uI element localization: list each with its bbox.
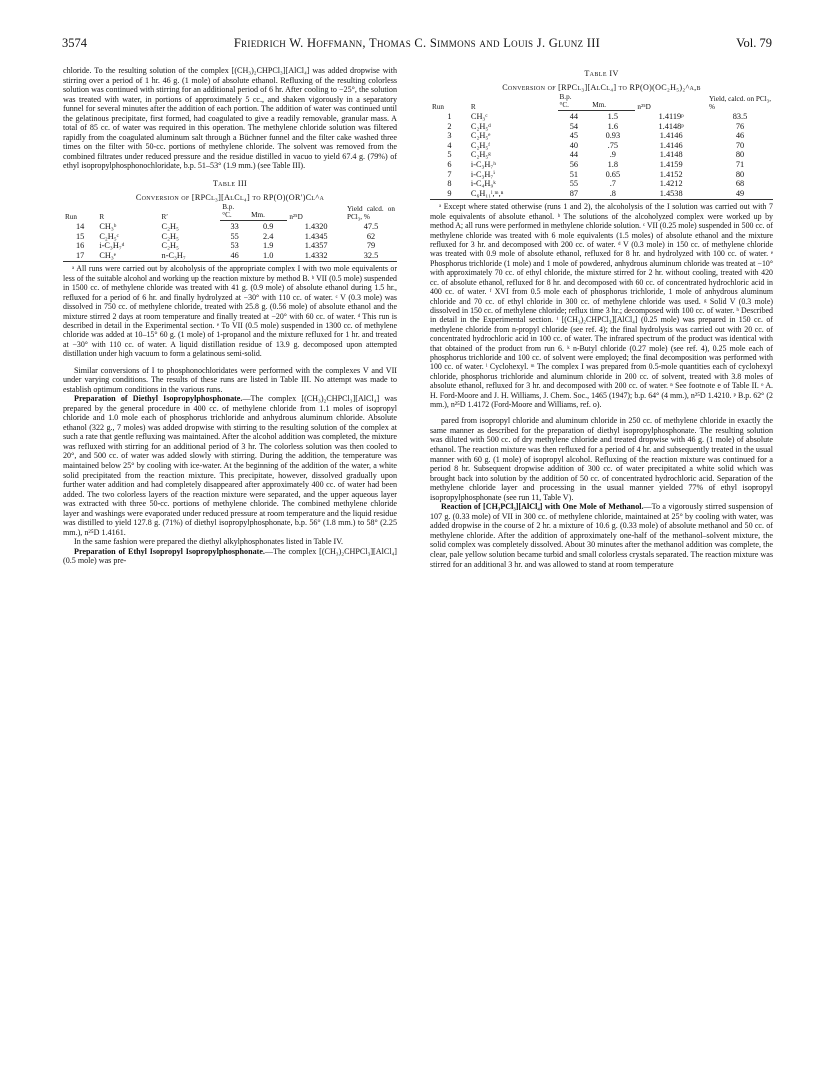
table-row <box>430 131 773 141</box>
table-caption: Conversion of [RPCl₃][AlCl₄] to RP(O)(OC₂H₅)₂^a,b <box>502 82 701 92</box>
paragraph: Similar conversions of I to phosphonochloridates were performed with the complexes V and VII under varying conditions. The results of these runs are listed in Table III. No attempt was made to establish optimum conditions in the various runs. <box>63 365 397 394</box>
cell: 7 <box>447 169 452 179</box>
table-iii <box>63 179 397 359</box>
cell: CH₃ᵇ <box>99 221 117 231</box>
section-paragraph <box>430 502 773 569</box>
col-yield: Yield, calcd. on PCl₃, % <box>709 94 771 111</box>
table-row <box>63 241 397 251</box>
table-title: Table III <box>212 179 248 189</box>
cell: 87 <box>558 189 591 200</box>
cell: 6 <box>447 160 452 170</box>
cell: 1 <box>447 111 452 121</box>
cell: i-C₄H₉ᵏ <box>470 179 496 189</box>
cell: 46 <box>735 131 745 141</box>
cell: 1.4148 <box>659 150 683 160</box>
col-r: R <box>470 102 476 111</box>
table-row <box>430 122 773 132</box>
cell: 33 <box>230 222 239 232</box>
col-bp: B.p. <box>222 203 235 212</box>
cell: 40 <box>569 140 579 150</box>
cell: 1.5 <box>607 112 619 122</box>
section-heading: Reaction of [CH₃PCl₃][AlCl₄] with One Mole of Methanol. <box>441 502 644 512</box>
data-table <box>430 93 773 200</box>
col-temp: °C. <box>220 211 249 221</box>
cell: 4 <box>447 140 452 150</box>
cell: 32.5 <box>345 251 397 262</box>
col-run: Run <box>65 212 77 221</box>
cell: n-C₃H₇ <box>160 251 221 262</box>
cell: 1.4357 <box>304 241 328 251</box>
section-heading: Preparation of Ethyl Isopropyl Isopropylphosphonate. <box>74 546 265 556</box>
cell: .75 <box>607 140 619 150</box>
col-mm: Mm. <box>249 211 287 221</box>
cell: 49 <box>707 189 773 200</box>
cell: 1.4212 <box>659 179 683 189</box>
page-number: 3574 <box>62 36 87 50</box>
cell: 53 <box>230 241 239 251</box>
cell: 1.0 <box>249 251 287 262</box>
cell: .9 <box>609 150 616 160</box>
col-r: R <box>99 212 105 221</box>
cell: 14 <box>76 221 85 231</box>
cell: 76 <box>735 121 745 131</box>
cell: 45 <box>569 131 579 141</box>
cell: 44 <box>569 112 579 122</box>
section-text: —To a vigorously stirred suspension of 107 g. (0.33 mole) of VII in 300 cc. of methylene chloride, maintained at 25° by cooling with water, was added dropwise in the course of 2 hr. a mixture of 10.6 g. (0.33 mole) of absolute methanol and 50 cc. of methylene chloride. After the addition of approximately one-half of the methanol–solvent mixture, the solid complex was completely dissolved. About 30 minutes after the methanol addition was complete, the clear, pale yellow solution became turbid and small colorless crystals separated. The reaction mixture was stirred for an additional 3 hr. and was allowed to stand at room temperature <box>430 502 773 569</box>
left-column <box>63 66 397 566</box>
cell: 80 <box>735 169 745 179</box>
cell: 47.5 <box>363 221 379 231</box>
section-text: —The complex [(CH₃)₂CHPCl₃][AlCl₄] was prepared by the general procedure in 400 cc. of methylene chloride from 1.1 moles of isopropyl chloride and 1.0 mole each of phosphorus trichloride and anhydrous aluminum chloride. Absolute ethanol (322 g., 7 moles) was added dropwise with stirring to the resulting solution of the complex at such a rate that gentle refluxing was maintained. After the alcohol addition was completed, the mixture was refluxed with stirring for an additional period of 3 hr. The colorless solution was then cooled to 20°, and 500 cc. of water was added slowly with stirring. During the addition, the temperature was maintained below 25° by cooling with ice-water. At the beginning of the addition of the water, a white solid precipitated from the reaction mixture. This precipitate, however, dissolved gradually upon further water addition and had completely disappeared after approximately 400 cc. of water had been added. The two colorless layers of the reaction mixture were separated, and the upper aqueous layer was extracted with three 50-cc. portions of methylene chloride. The combined methylene chloride layer and washings were evaporated under reduced pressure at room temperature and the liquid residue was distilled to yield 127.8 g. (71%) of diethyl isopropylphosphonate, b.p. 56° (1.8 mm.) to 58° (2.25 mm.), n²⁵D 1.4161. <box>63 394 398 537</box>
cell: CH₃ᵉ <box>97 251 159 262</box>
table-row <box>430 150 773 160</box>
cell: 2.4 <box>263 231 274 241</box>
cell: 17 <box>63 251 97 262</box>
cell: CH₃ᶜ <box>470 111 488 121</box>
table-iv <box>430 69 773 409</box>
cell: C₂H₅ᵍ <box>470 150 491 160</box>
table-footnotes: ᵃ Except where stated otherwise (runs 1 and 2), the alcoholysis of the I solution was carried out with 7 mole equivalents of absolute ethanol. ᵇ The solutions of the alcoholyzed complex were worked up by method A; all runs were performed in methylene chloride solution. ᶜ VII (0.25 mole) suspended in 500 cc. of methylene chloride was treated with 6 mole equivalents (1.5 moles) of absolute ethanol and the mixture refluxed for 3 hr. and decomposed with 200 cc. of water. ᵈ V (0.3 mole) in 150 cc. of methylene chloride was treated with 0.9 mole of absolute ethanol, refluxed for 8 hr. and hydrolyzed with 100 cc. of water. ᵉ Phosphorus trichloride (1 mole) and 1 mole of powdered, anhydrous aluminum chloride was treated at −10° with approximately 70 cc. of ethyl chloride, the mixture stirred for 2 hr. without cooling, treated with 420 cc. of absolute ethanol, refluxed for 8 hr. and decomposed with 60 cc. of concentrated hydrochloric acid in 400 cc. of water. ᶠ XVI from 0.5 mole each of phosphorus trichloride, 1 mole of anhydrous aluminum chloride and 70 cc. of ethyl chloride in 300 cc. of methylene chloride was used. ᵍ Solid V (0.3 mole) dissolved in 150 cc. of methylene chloride; reflux time 3 hr.; decomposed with 100 cc. of water. ʰ Described in detail in the Experimental section. ⁱ [(CH₃)₂CHPCl₃][AlCl₄] (0.25 mole) was prepared in 150 cc. of methylene chloride from n-propyl chloride (see ref. 4); the final hydrolysis was carried out with 20 cc. of concentrated hydrochloric acid in 100 cc. of water. The infrared spectrum of the product was identical with that obtained of the product from run 6. ᵏ n-Butyl chloride (0.27 mole) (see ref. 4), 0.25 mole each of phosphorus trichloride and 100 cc. of solvent were employed; the final decomposition was performed with 100 cc. of water. ˡ Cyclohexyl. ᵐ The complex I was prepared from 0.5-mole quantities each of cyclohexyl chloride, phosphorus trichloride and aluminum chloride in 200 cc. of solvent, treated with 3.8 moles of absolute ethanol, refluxed for 3 hr. and decomposed with 200 cc. of water. ⁿ See footnote e of Table II. ᵒ A. H. Ford-Moore and J. H. Williams, J. Chem. Soc., 1465 (1947); b.p. 64° (4 mm.), n²⁵D 1.4210. ᵖ B.p. 62° (2 mm.), n²⁵D 1.4172 (Ford-Moore and Williams, ref. o). <box>430 202 773 409</box>
cell: 2 <box>447 121 452 131</box>
cell: 79 <box>366 241 376 251</box>
cell: 54 <box>569 121 579 131</box>
volume-number: Vol. 79 <box>736 36 772 50</box>
cell: 68 <box>735 179 745 189</box>
cell: .8 <box>590 189 635 200</box>
table-row <box>430 160 773 170</box>
col-rprime: R′ <box>161 212 168 221</box>
cell: C₂H₅ᶜ <box>99 231 119 241</box>
table-row <box>430 179 773 189</box>
running-authors: Friedrich W. Hoffmann, Thomas C. Simmons and Louis J. Glunz III <box>233 36 601 50</box>
cell: 46 <box>220 251 249 262</box>
cell: 1.4146 <box>659 131 683 141</box>
cell: 1.4332 <box>287 251 345 262</box>
cell: C₂H₅ᶠ <box>470 140 490 150</box>
col-bp: B.p. <box>559 93 572 102</box>
cell: 62 <box>366 231 376 241</box>
cell: i-C₃H₇ʰ <box>470 160 496 170</box>
cell: 16 <box>76 241 85 251</box>
table-row <box>430 111 773 122</box>
cell: 56 <box>569 160 579 170</box>
cell: 1.4345 <box>304 231 328 241</box>
right-column <box>430 66 773 569</box>
paragraph: pared from isopropyl chloride and aluminum chloride in 250 cc. of methylene chloride in exactly the same manner as described for the preparation of diethyl isopropylphosphonate. The resulting solution was diluted with 500 cc. of dry methylene chloride and treated dropwise with 46 g. (1 mole) of absolute ethanol. The reaction mixture was then refluxed for a period of 4 hr. and subsequently treated in the usual manner with 60 g. (1 mole) of isopropyl alcohol. Refluxing of the reaction mixture was continued for a period 8 hr. Subsequent dropwise addition of 300 cc. of water precipitated a white solid which was brought back into solution by the addition of 50 cc. of concentrated hydrochloric acid. Separation of the methylene chloride layer and processing in the usual manner yielded 77% of ethyl isopropyl isopropylphosphonate (see run 11, Table V). <box>430 416 773 502</box>
cell: 1.4159 <box>659 160 683 170</box>
cell: C₂H₅ <box>161 241 179 251</box>
section-text: —The complex [(CH₃)₂CHPCl₃][AlCl₄] (0.5 mole) was pre- <box>63 546 397 566</box>
cell: 0.9 <box>263 222 274 232</box>
cell: 83.5 <box>732 111 748 121</box>
col-temp: °C. <box>558 101 591 111</box>
table-caption: Conversion of [RPCl₃][AlCl₄] to RP(O)(OR′)Cl^a <box>135 192 325 202</box>
paragraph: In the same fashion were prepared the diethyl alkylphosphonates listed in Table IV. <box>74 537 344 547</box>
cell: C₂H₅ᵉ <box>470 131 491 141</box>
col-run: Run <box>432 102 444 111</box>
running-header <box>62 36 772 52</box>
cell: C₂H₅ <box>161 221 179 231</box>
col-nd: n²⁵D <box>289 212 303 221</box>
col-nd: n²⁵D <box>637 102 651 111</box>
cell: 55 <box>230 231 239 241</box>
col-mm: Mm. <box>590 101 635 111</box>
section-paragraph <box>63 547 397 566</box>
cell: 44 <box>569 150 579 160</box>
section-paragraph <box>63 394 397 537</box>
table-row <box>430 170 773 180</box>
cell: i-C₃H₇ᵈ <box>99 241 125 251</box>
cell: 1.9 <box>263 241 274 251</box>
table-row <box>430 189 773 200</box>
cell: 1.4538 <box>635 189 707 200</box>
cell: 15 <box>76 231 85 241</box>
cell: 51 <box>569 169 579 179</box>
cell: 0.93 <box>605 131 621 141</box>
col-yield: Yield calcd. on PCl₃, % <box>347 204 395 221</box>
paragraph: chloride. To the resulting solution of the complex [(CH₃)₂CHPCl₃][AlCl₄] was added dropwise with stirring over a period of 1 hr. 46 g. (1 mole) of absolute ethanol. Refluxing of the resulting colorless solution was continued with stirring for an additional period of 6 hr. After cooling to −25°, the solution was treated with water, in portions of approximately 5 cc., and shaken vigorously in a separatory funnel for several minutes after the addition of each portion. The addition of water was continued until the gelatinous precipitate, first formed, had coagulated to give a readily removable, granular mass. A total of 85 cc. of water was required in this operation. The methylene chloride solution was filtered rapidly from the coagulated aluminum salt through a Büchner funnel and the filter cake washed three times on the filter with 50-cc. portions of methylene chloride. The solvent was removed from the combined filtrates under reduced pressure and the residue distilled in vacuo to yield 67.4 g. (79%) of ethyl isopropylphosphonochloridate, b.p. 51–53° (1.9 mm.) (see Table III). <box>63 66 397 171</box>
cell: 3 <box>447 131 452 141</box>
cell: 80 <box>735 150 745 160</box>
cell: 5 <box>447 150 452 160</box>
cell: 70 <box>735 140 745 150</box>
cell: 1.8 <box>607 160 619 170</box>
cell: 71 <box>735 160 745 170</box>
cell: 1.4152 <box>659 169 683 179</box>
cell: i-C₃H₇ⁱ <box>470 169 495 179</box>
cell: 1.4148ᵖ <box>658 121 684 131</box>
table-title: Table IV <box>584 69 619 78</box>
cell: 1.4146 <box>659 140 683 150</box>
cell: 1.4320 <box>304 221 328 231</box>
table-row <box>63 251 397 262</box>
cell: C₂H₅ <box>161 231 179 241</box>
cell: 8 <box>447 179 452 189</box>
table-row <box>63 221 397 232</box>
cell: 1.6 <box>607 121 619 131</box>
cell: 0.65 <box>605 169 621 179</box>
cell: 55 <box>569 179 579 189</box>
cell: 1.4119ᵖ <box>658 111 684 121</box>
table-row <box>430 141 773 151</box>
table-row <box>63 232 397 242</box>
section-heading: Preparation of Diethyl Isopropylphosphonate. <box>74 394 243 404</box>
cell: C₂H₅ᵈ <box>470 121 491 131</box>
table-footnotes: ᵃ All runs were carried out by alcoholysis of the appropriate complex I with two mole equivalents or less of the suitable alcohol and working up the reaction mixture by method B. ᵇ VII (0.5 mole) suspended in 1500 cc. of methylene chloride was treated with 41 g. (0.9 mole) of absolute ethanol during 1.5 hr., refluxed for a period of 6 hr. and finally hydrolyzed at −30° with 110 cc. of water. ᶜ V (0.3 mole) was dissolved in 750 cc. of methylene chloride, treated with 25.8 g. (0.56 mole) of absolute ethanol and the mixture stirred 2 days at room temperature and finally treated at −20° with 60 cc. of water. ᵈ This run is described in detail in the Experimental section. ᵉ To VII (0.5 mole) suspended in 1300 cc. of methylene chloride was added at 10–15° 60 g. (1 mole) of 1-propanol and the mixture refluxed for 1 hr. and treated at −30° with 110 cc. of water. A liquid distillation residue of 13.9 g. decomposed upon attempted distillation under high vacuum to form a gelatinous semi-solid. <box>63 264 397 359</box>
data-table <box>63 203 397 262</box>
cell: 9 <box>430 189 469 200</box>
cell: .7 <box>609 179 616 189</box>
cell: C₆H₁₁ˡ,ᵐ,ⁿ <box>469 189 558 200</box>
